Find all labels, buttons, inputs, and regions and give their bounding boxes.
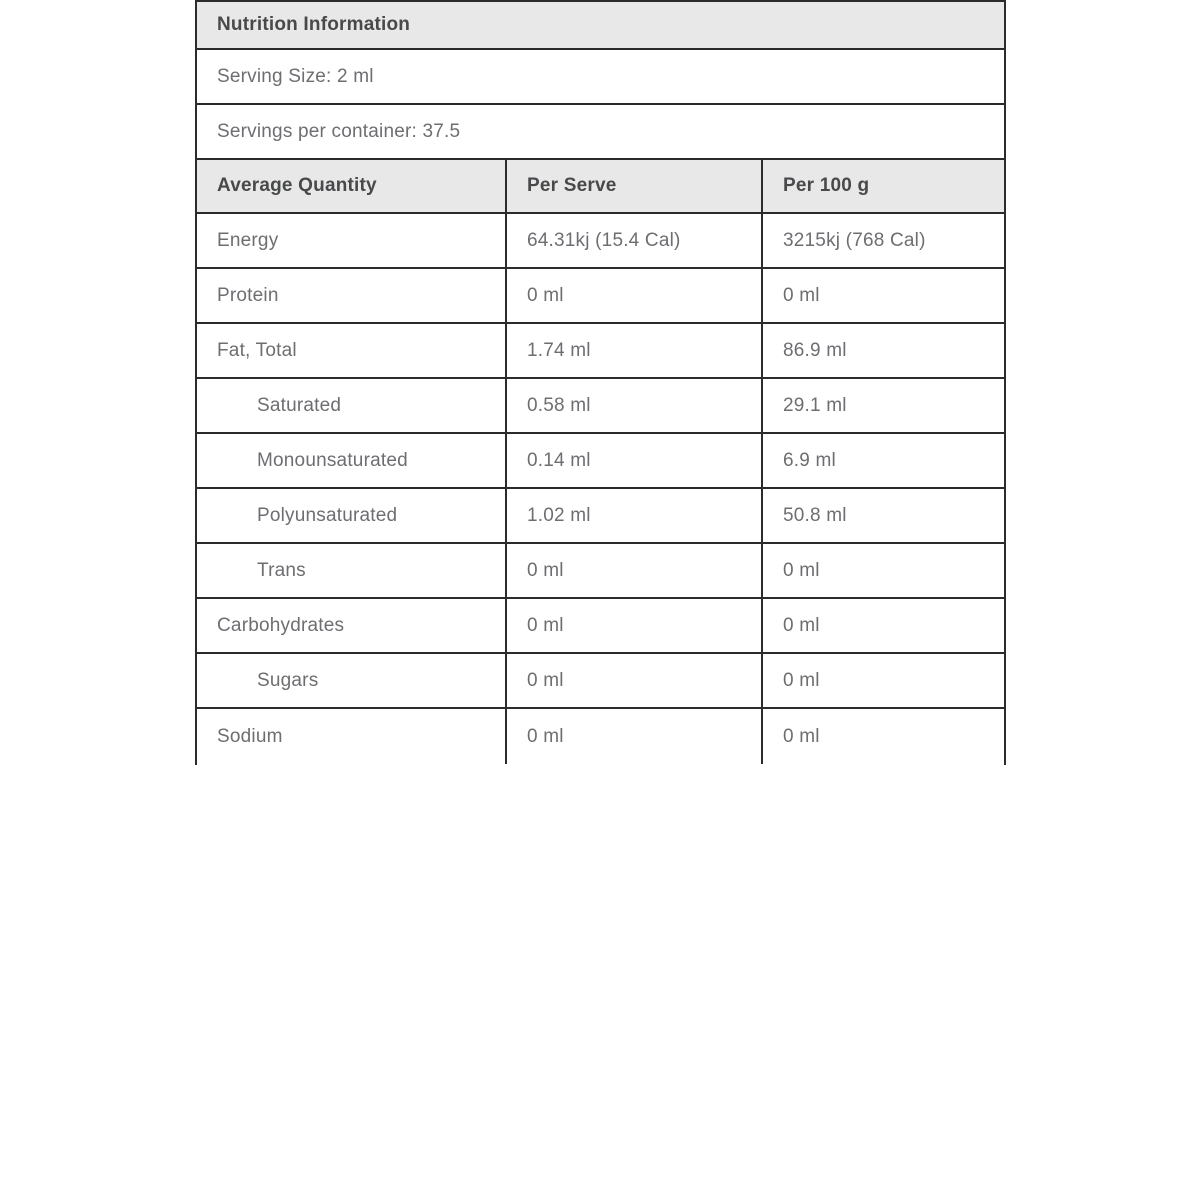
per-100g-cell: 0 ml (761, 654, 1004, 707)
nutrition-table (195, 0, 1006, 765)
row-label-cell: Energy (217, 229, 279, 251)
row-sodium (197, 709, 1004, 764)
per-100g-cell: 6.9 ml (761, 434, 1004, 487)
column-header-per-serve: Per Serve (505, 160, 761, 212)
per-serve-cell: 0 ml (505, 544, 761, 597)
row-carbohydrates (197, 599, 1004, 654)
per-serve-cell: 1.02 ml (505, 489, 761, 542)
per-serve-cell: 1.74 ml (505, 324, 761, 377)
row-label-cell: Trans (257, 559, 306, 581)
row-label-cell: Carbohydrates (217, 614, 345, 636)
row-label-cell: Monounsaturated (257, 449, 408, 471)
servings-per-container-row (197, 105, 1004, 160)
row-label-cell: Fat, Total (217, 339, 297, 361)
row-label-cell: Sugars (257, 669, 319, 691)
serving-size-text: Serving Size: 2 ml (217, 65, 374, 87)
row-protein (197, 269, 1004, 324)
row-label-cell: Sodium (217, 725, 283, 747)
per-serve-cell: 0 ml (505, 709, 761, 764)
servings-per-container-text: Servings per container: 37.5 (217, 120, 461, 142)
row-label-cell: Polyunsaturated (257, 504, 398, 526)
row-label-cell: Protein (217, 284, 279, 306)
table-title: Nutrition Information (217, 14, 411, 35)
per-serve-cell: 0 ml (505, 654, 761, 707)
per-serve-cell: 0 ml (505, 269, 761, 322)
per-100g-cell: 50.8 ml (761, 489, 1004, 542)
per-100g-cell: 86.9 ml (761, 324, 1004, 377)
per-100g-cell: 0 ml (761, 709, 1004, 764)
row-label-cell: Saturated (257, 394, 342, 416)
row-monounsaturated (197, 434, 1004, 489)
column-header-row (197, 160, 1004, 214)
row-energy (197, 214, 1004, 269)
row-trans (197, 544, 1004, 599)
per-serve-cell: 64.31kj (15.4 Cal) (505, 214, 761, 267)
table-title-row (197, 2, 1004, 50)
row-fat-total (197, 324, 1004, 379)
per-serve-cell: 0 ml (505, 599, 761, 652)
per-100g-cell: 29.1 ml (761, 379, 1004, 432)
per-100g-cell: 0 ml (761, 269, 1004, 322)
per-serve-cell: 0.58 ml (505, 379, 761, 432)
column-header-per-100g: Per 100 g (761, 160, 1004, 212)
per-100g-cell: 0 ml (761, 544, 1004, 597)
per-100g-cell: 3215kj (768 Cal) (761, 214, 1004, 267)
row-sugars (197, 654, 1004, 709)
serving-size-row (197, 50, 1004, 105)
per-serve-cell: 0.14 ml (505, 434, 761, 487)
row-polyunsaturated (197, 489, 1004, 544)
per-100g-cell: 0 ml (761, 599, 1004, 652)
row-saturated (197, 379, 1004, 434)
column-header-average-quantity: Average Quantity (217, 175, 377, 196)
